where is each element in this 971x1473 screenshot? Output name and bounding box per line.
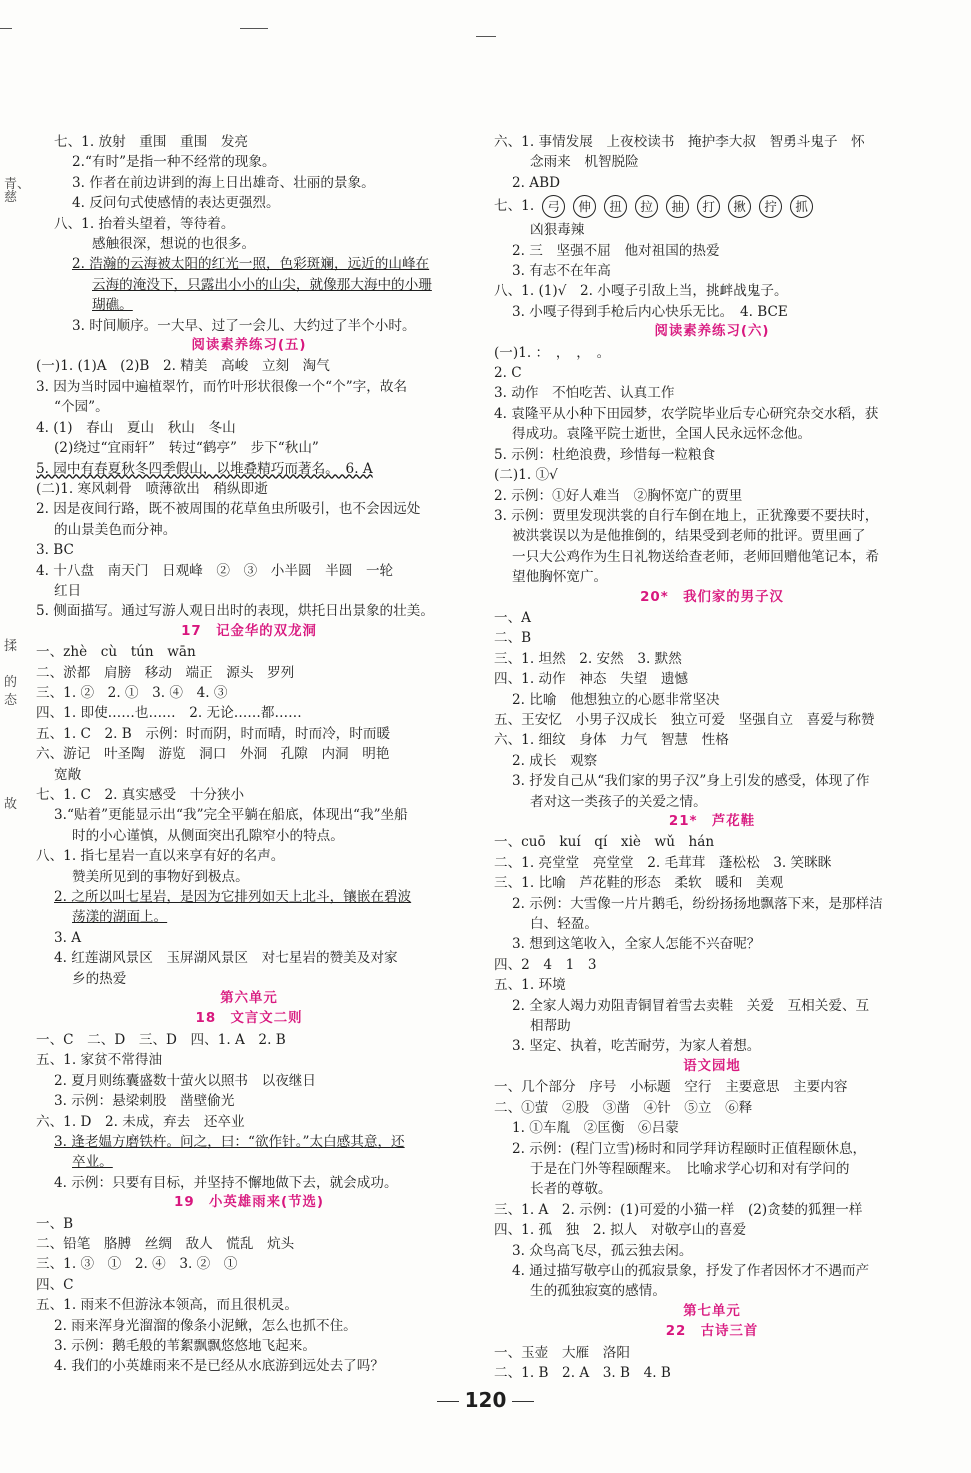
circled-character: 扭 — [604, 195, 627, 218]
answer-line — [36, 152, 462, 172]
answer-line-text: 七、1. C 2. 真实感受 十分狭小 — [36, 787, 245, 803]
answer-line — [36, 1316, 462, 1336]
answer-line-text: 卒业。 — [72, 1154, 113, 1171]
answer-line-text: 七、1. — [494, 198, 535, 215]
answer-line-text: 一、B — [36, 1215, 74, 1232]
answer-line — [36, 1214, 462, 1234]
answer-line-text: 3. 抒发自己从“我们家的男子汉”身上引发的感受，体现了作 — [512, 773, 870, 790]
answer-line — [36, 663, 462, 683]
edge-char: 故 — [4, 797, 18, 812]
edge-char: 的 — [4, 675, 18, 690]
answer-line-text: 赞美所见到的事物好到极点。 — [72, 868, 249, 885]
answer-line — [494, 1077, 930, 1097]
answer-line — [494, 955, 930, 975]
answer-line-text: 4. 示例：只要有目标，并坚持不懈地做下去，就会成功。 — [54, 1174, 398, 1191]
answer-line-text: (二)1. 寒风刺骨 喷薄欲出 稍纵即逝 — [36, 480, 268, 497]
answer-line-text: 四、1. 孤 独 2. 拟人 对敬亭山的喜爱 — [494, 1222, 747, 1239]
answer-line — [494, 132, 930, 152]
page-number-text: 120 — [464, 1388, 507, 1412]
answer-line — [494, 1241, 930, 1261]
answer-line — [494, 195, 930, 218]
answer-line — [494, 669, 930, 689]
answer-line — [36, 1132, 462, 1152]
answer-line — [494, 445, 930, 465]
answer-line — [494, 1179, 930, 1199]
answer-line — [36, 867, 462, 887]
answer-line-text: 4. 红莲湖风景区 玉屏湖风景区 对七星岩的赞美及对家 — [54, 950, 398, 967]
section-heading-text: 17 记金华的双龙洞 — [181, 623, 317, 639]
answer-line-text: 五、1. 雨来不但游泳本领高，而且很机灵。 — [36, 1297, 298, 1314]
answer-line-text: 八、1. 抬着头望着，等待着。 — [54, 215, 235, 232]
answer-line — [36, 214, 462, 234]
answer-line-text: 3. 小嘎子得到手枪后内心快乐无比。 4. BCE — [512, 303, 788, 320]
section-heading — [494, 812, 930, 832]
section-heading — [494, 322, 930, 342]
circled-character: 揪 — [728, 195, 751, 218]
answer-line-text: 3. 示例：悬梁刺股 凿壁偷光 — [54, 1093, 235, 1110]
answer-line-text: 得成功。袁隆平院士逝世，全国人民永远怀念他。 — [512, 426, 812, 443]
answer-line — [36, 1356, 462, 1376]
answer-line — [36, 520, 462, 540]
section-heading — [36, 622, 462, 642]
answer-line — [36, 846, 462, 866]
section-heading-text: 阅读素养练习(五) — [191, 338, 307, 354]
section-heading-text: 18 文言文二则 — [195, 1011, 303, 1027]
answer-line — [36, 703, 462, 723]
answer-line — [494, 526, 930, 546]
answer-line-text: 一、C 二、D 三、D 四、1. A 2. B — [36, 1031, 286, 1048]
answer-line-text: 时的小心谨慎，从侧面突出孔隙窄小的特点。 — [72, 827, 344, 844]
answer-line — [36, 1336, 462, 1356]
answer-line — [36, 499, 462, 519]
circled-character: 伸 — [573, 195, 596, 218]
answer-line-text: 八、1. 指七星岩一直以来享有好的名声。 — [36, 848, 285, 865]
answer-line-text: 相帮助 — [530, 1018, 571, 1035]
answer-line-text: 3. 坚定、执着，吃苦耐劳，为家人着想。 — [512, 1038, 761, 1055]
answer-line-text: “个园”。 — [54, 399, 109, 416]
answer-line — [494, 220, 930, 240]
answer-line-text: 三、1. A 2. 示例：(1)可爱的小猫一样 (2)贪婪的狐狸一样 — [494, 1201, 863, 1218]
answer-line — [36, 193, 462, 213]
answer-line-text: 八、1. (1)√ 2. 小嘎子引敌上当，挑衅战鬼子。 — [494, 283, 788, 300]
answer-line — [494, 1200, 930, 1220]
answer-line — [494, 241, 930, 261]
answer-line-text: 三、1. 比喻 芦花鞋的形态 柔软 暖和 美观 — [494, 875, 784, 892]
answer-line-text: 4. 袁隆平从小种下田园梦，农学院毕业后专心研究杂交水稻，获 — [494, 405, 879, 422]
answer-line — [494, 1098, 930, 1118]
answer-line — [36, 234, 462, 254]
answer-line-text: 2. 之所以叫七星岩，是因为它排列如天上北斗，镶嵌在碧波 — [54, 889, 412, 906]
answer-line-text: 云海的淹没下，只露出小小的山尖，就像那大海中的小珊 — [92, 276, 432, 293]
answer-line — [36, 356, 462, 376]
answer-column-right — [494, 132, 930, 1383]
answer-line-text: 4. 十八盘 南天门 日观峰 ② ③ 小半圆 半圆 一轮 — [36, 562, 394, 579]
circled-character: 拉 — [635, 195, 658, 218]
answer-line — [494, 771, 930, 791]
answer-line-text: 六、游记 叶圣陶 游览 洞口 外洞 孔隙 内洞 明艳 — [36, 746, 390, 763]
answer-line-text: 四、2 4 1 3 — [494, 956, 597, 973]
answer-line-text: 2. 全家人竭力劝阻青铜冒着雪去卖鞋 关爱 互相关爱、互 — [512, 997, 870, 1014]
answer-line-text: 2. 三 坚强不屈 他对祖国的热爱 — [512, 242, 720, 259]
answer-line — [36, 948, 462, 968]
circled-character: 抓 — [790, 195, 813, 218]
answer-line-text: 2. 示例：(程门立雪)杨时和同学拜访程颐时正值程颐休息， — [512, 1140, 867, 1157]
answer-line-text: 3. 有志不在年高 — [512, 263, 611, 280]
answer-line — [494, 1118, 930, 1138]
answer-line — [36, 887, 462, 907]
answer-line — [36, 316, 462, 336]
answer-line — [494, 1363, 930, 1383]
answer-line — [36, 1152, 462, 1172]
top-mark — [0, 28, 12, 29]
answer-line — [494, 506, 930, 526]
answer-line-text: 长者的尊敬。 — [530, 1181, 612, 1198]
answer-line — [494, 934, 930, 954]
answer-line-text: 三、1. 坦然 2. 安然 3. 默然 — [494, 650, 682, 667]
section-heading-text: 22 古诗三首 — [665, 1324, 759, 1340]
answer-line — [36, 479, 462, 499]
answer-line-text: 乡的热爱 — [72, 970, 127, 987]
answer-line — [36, 1050, 462, 1070]
answer-line-text: 被洪裳误以为是他推倒的，结果受到老师的批评。贾里画了 — [512, 528, 866, 545]
circled-character: 抽 — [666, 195, 689, 218]
answer-line — [494, 873, 930, 893]
answer-line-text: 一、A — [494, 609, 532, 626]
answer-line — [494, 996, 930, 1016]
section-heading — [494, 588, 930, 608]
answer-line-text: 四、1. 动作 神态 失望 遗憾 — [494, 671, 689, 688]
answer-line-text: 念雨来 机智脱险 — [530, 154, 639, 171]
answer-line-text: 二、B — [494, 630, 532, 647]
answer-line-text: 3. 作者在前边讲到的海上日出雄奇、壮丽的景象。 — [72, 174, 375, 191]
circled-character: 拧 — [759, 195, 782, 218]
answer-line-text: 二、1. B 2. A 3. B 4. B — [494, 1364, 671, 1381]
answer-line — [494, 1036, 930, 1056]
answer-line — [494, 567, 930, 587]
answer-line-text: 2. 浩瀚的云海被太阳的红光一照，色彩斑斓，远近的山峰在 — [72, 256, 430, 273]
answer-line — [494, 547, 930, 567]
answer-line — [36, 132, 462, 152]
answer-line-text: 3. 时间顺序。一大早、过了一会儿、大约过了半个小时。 — [72, 317, 416, 334]
answer-line — [36, 724, 462, 744]
answer-line — [494, 710, 930, 730]
answer-line-text: 五、1. 环境 — [494, 977, 566, 994]
section-heading-text: 语文园地 — [683, 1058, 741, 1074]
answer-line — [494, 465, 930, 485]
answer-line — [494, 343, 930, 363]
answer-line — [494, 404, 930, 424]
answer-line-text: 3.“贴着”更能显示出“我”完全平躺在船底，体现出“我”坐船 — [54, 807, 408, 824]
answer-line-text: 红日 — [54, 582, 82, 599]
answer-line — [494, 730, 930, 750]
answer-line-text: 六、1. 事情发展 上夜校读书 掩护李大叔 智勇斗鬼子 怀 — [494, 134, 865, 150]
answer-line — [494, 1139, 930, 1159]
page-number-dash — [437, 1401, 459, 1402]
answer-line — [36, 826, 462, 846]
answer-line-text: 二、淤都 肩膀 移动 端正 源头 罗列 — [36, 664, 295, 681]
answer-line-text: 2. 夏月则练囊盛数十萤火以照书 以夜继日 — [54, 1072, 316, 1089]
answer-line — [494, 608, 930, 628]
answer-line — [494, 894, 930, 914]
answer-line — [36, 785, 462, 805]
answer-line — [36, 1112, 462, 1132]
answer-line — [36, 459, 462, 479]
answer-line-text: 3. 想到这笔收入，全家人怎能不兴奋呢？ — [512, 936, 761, 953]
answer-line — [36, 1030, 462, 1050]
answer-line — [36, 765, 462, 785]
answer-line — [36, 397, 462, 417]
circled-characters — [538, 195, 817, 218]
answer-line-text: 2. 因是夜间行路，既不被周围的花草鱼虫所吸引，也不会因远处 — [36, 501, 421, 518]
answer-line — [494, 853, 930, 873]
answer-line — [494, 832, 930, 852]
edge-char: 青、慈 — [4, 177, 31, 205]
section-heading — [494, 1322, 930, 1342]
answer-line-text: 七、1. 放射 重围 重围 发亮 — [54, 134, 249, 150]
edge-char: 态 — [4, 693, 18, 708]
section-heading-text: 第六单元 — [220, 991, 278, 1007]
top-mark — [476, 36, 496, 37]
section-heading — [494, 1057, 930, 1077]
answer-line — [36, 601, 462, 621]
answer-line — [36, 969, 462, 989]
answer-line — [494, 792, 930, 812]
answer-line — [494, 1281, 930, 1301]
answer-line-text: 六、1. 细纹 身体 力气 智慧 性格 — [494, 732, 729, 749]
top-mark — [240, 28, 268, 29]
answer-line — [36, 907, 462, 927]
answer-line-text: 3. 动作 不怕吃苦、认真工作 — [494, 385, 675, 402]
circled-character: 弓 — [542, 195, 565, 218]
answer-line-text: 2. 示例：大雪像一片片鹅毛，纷纷扬扬地飘落下来，是那样洁 — [512, 895, 883, 912]
answer-line-text: 2.“有时”是指一种不经常的现象。 — [72, 154, 276, 171]
answer-line — [36, 1275, 462, 1295]
answer-line — [494, 261, 930, 281]
answer-line — [494, 424, 930, 444]
answer-line-text: 生的孤独寂寞的感情。 — [530, 1283, 666, 1300]
answer-line-text: 2. 比喻 他想独立的心愿非常坚决 — [512, 691, 720, 708]
answer-line-text: 白、轻盈。 — [530, 916, 598, 933]
answer-line-text: 4. 我们的小英雄雨来不是已经从水底游到远处去了吗？ — [54, 1358, 384, 1375]
section-heading-text: 第七单元 — [683, 1303, 741, 1319]
answer-line-text: 4. 通过描写敬亭山的孤寂景象，抒发了作者因怀才不遇而产 — [512, 1262, 870, 1279]
answer-line — [494, 690, 930, 710]
answer-line — [36, 438, 462, 458]
answer-line — [36, 928, 462, 948]
answer-line-text: 感触很深，想说的也很多。 — [92, 236, 256, 253]
circled-character: 打 — [697, 195, 720, 218]
answer-line-text: 宽敞 — [54, 766, 82, 783]
answer-line-text: 荡漾的湖面上。 — [72, 909, 168, 926]
answer-line — [36, 1295, 462, 1315]
answer-line — [36, 744, 462, 764]
answer-line — [36, 642, 462, 662]
answer-line-text: (一)1. ： ， ， 。 — [494, 344, 611, 361]
answer-line — [36, 805, 462, 825]
section-heading — [36, 1193, 462, 1213]
answer-line-text: 2. 成长 观察 — [512, 752, 598, 769]
answer-line — [36, 1173, 462, 1193]
section-heading-text: 阅读素养练习(六) — [654, 324, 770, 340]
answer-line — [36, 581, 462, 601]
section-heading — [494, 1302, 930, 1322]
section-heading — [36, 1009, 462, 1029]
answer-line — [494, 1343, 930, 1363]
answer-line-text: (2)绕过“宜雨轩” 转过“鹤亭” 步下“秋山” — [54, 440, 319, 457]
answer-line-text: 2. ABD — [512, 174, 560, 191]
section-heading-text: 19 小英雄雨来(节选) — [174, 1195, 324, 1211]
answer-line-text: 望他胸怀宽广。 — [512, 569, 608, 586]
answer-line — [36, 683, 462, 703]
answer-line — [36, 418, 462, 438]
answer-line-text: 四、1. 即使……也…… 2. 无论……都…… — [36, 705, 302, 722]
answer-line-text: 三、1. ② 2. ① 3. ④ 4. ③ — [36, 684, 228, 701]
answer-line-text: 一、cuō kuí qí xiè wǔ hán — [494, 834, 715, 851]
answer-line — [494, 281, 930, 301]
answer-line-text: (二)1. ①√ — [494, 467, 558, 484]
answer-line-text: 3. 因为当时园中遍植翠竹，而竹叶形状很像一个“个”字，故名 — [36, 378, 408, 395]
answer-line-text: 六、1. D 2. 未成，弃去 还卒业 — [36, 1113, 245, 1130]
answer-line-text: 3. 示例：鹅毛般的苇絮飘飘悠悠地飞起来。 — [54, 1337, 316, 1354]
answer-line — [494, 975, 930, 995]
answer-line — [36, 377, 462, 397]
answer-line — [494, 152, 930, 172]
answer-line — [494, 751, 930, 771]
answer-line-text: 5. 园中有春夏秋冬四季假山，以堆叠精巧而著名。 6. A — [36, 460, 373, 477]
answer-column-left — [36, 132, 462, 1377]
answer-line-text: 5. 侧面描写。通过写游人观日出时的表现，烘托日出景象的壮美。 — [36, 603, 434, 620]
answer-line-text: 二、1. 亮堂堂 亮堂堂 2. 毛茸茸 蓬松松 3. 笑眯眯 — [494, 854, 832, 871]
answer-line — [36, 540, 462, 560]
answer-line-text: 于是在门外等程颐醒来。 比喻求学心切和对有学问的 — [530, 1160, 850, 1177]
answer-line-text: 的山景美色而分神。 — [54, 521, 177, 538]
answer-line-text: 四、C — [36, 1276, 74, 1293]
answer-line — [494, 1220, 930, 1240]
answer-line-text: 3. 逢老媪方磨铁杵。问之，曰：“欲作针。”太白感其意，还 — [54, 1133, 405, 1150]
section-heading — [36, 989, 462, 1009]
answer-line-text: 一只大公鸡作为生日礼物送给查老师，老师回赠他笔记本，希 — [512, 548, 880, 565]
answer-line — [494, 486, 930, 506]
answer-line — [36, 561, 462, 581]
answer-line-text: 3. 众鸟高飞尽，孤云独去闲。 — [512, 1242, 693, 1259]
answer-line-text: 1. ①车胤 ②匡衡 ⑥吕蒙 — [512, 1120, 679, 1137]
section-heading — [36, 336, 462, 356]
answer-line-text: 4. (1) 春山 夏山 秋山 冬山 — [36, 419, 236, 436]
answer-line-text: 者对这一类孩子的关爱之情。 — [530, 793, 707, 810]
answer-line-text: 三、1. ③ ① 2. ④ 3. ② ① — [36, 1256, 238, 1273]
answer-line-text: 五、1. C 2. B 示例：时而阴，时而晴，时而冷，时而暖 — [36, 725, 391, 742]
section-heading-text: 20* 我们家的男子汉 — [640, 589, 784, 605]
answer-line — [494, 649, 930, 669]
page-number-dash — [512, 1401, 534, 1402]
answer-line — [36, 1254, 462, 1274]
answer-line — [494, 1261, 930, 1281]
answer-line-text: 5. 示例：杜绝浪费，珍惜每一粒粮食 — [494, 446, 716, 463]
answer-line-text: 瑚礁。 — [92, 297, 133, 314]
answer-line — [36, 1071, 462, 1091]
answer-line — [36, 1091, 462, 1111]
answer-line — [494, 628, 930, 648]
answer-line-text: 2. 雨来浑身光溜溜的像条小泥鳅，怎么也抓不住。 — [54, 1317, 357, 1334]
answer-line — [36, 275, 462, 295]
answer-line — [494, 1159, 930, 1179]
answer-line-text: 一、几个部分 序号 小标题 空行 主要意思 主要内容 — [494, 1079, 848, 1096]
answer-line-text: 3. BC — [36, 542, 74, 559]
answer-line — [36, 295, 462, 315]
answer-line-text: 一、玉壶 大雁 洛阳 — [494, 1344, 630, 1361]
answer-line-text: 3. 示例：贾里发现洪裳的自行车倒在地上，正犹豫要不要扶时， — [494, 507, 879, 524]
answer-line — [494, 173, 930, 193]
answer-line-text: 一、zhè cù tún wān — [36, 644, 196, 661]
answer-line — [494, 363, 930, 383]
edge-char: 揉 — [4, 639, 18, 654]
answer-line-text: 4. 反问句式使感情的表达更强烈。 — [72, 195, 280, 212]
answer-line — [494, 1016, 930, 1036]
answer-line — [494, 302, 930, 322]
answer-line-text: 3. A — [54, 929, 82, 946]
answer-line — [36, 1234, 462, 1254]
answer-line — [494, 914, 930, 934]
answer-line-text: 二、①萤 ②股 ③凿 ④针 ⑤立 ⑥释 — [494, 1099, 753, 1116]
answer-line-text: 五、1. 家贫不常得油 — [36, 1052, 163, 1069]
answer-line-text: 凶狠毒辣 — [530, 222, 585, 239]
answer-line-text: 2. 示例：①好人难当 ②胸怀宽广的贾里 — [494, 487, 743, 504]
answer-line — [36, 254, 462, 274]
answer-line — [36, 173, 462, 193]
answer-line — [494, 383, 930, 403]
answer-line-text: 2. C — [494, 365, 522, 382]
answer-line-text: 五、王安忆 小男子汉成长 独立可爱 坚强自立 喜爱与称赞 — [494, 711, 875, 728]
section-heading-text: 21* 芦花鞋 — [668, 814, 756, 829]
page-number — [0, 1388, 971, 1412]
answer-line-text: 二、铅笔 胳膊 丝绸 敌人 慌乱 炕头 — [36, 1235, 295, 1252]
answer-line-text: (一)1. (1)A (2)B 2. 精美 高峻 立刻 淘气 — [36, 358, 330, 375]
